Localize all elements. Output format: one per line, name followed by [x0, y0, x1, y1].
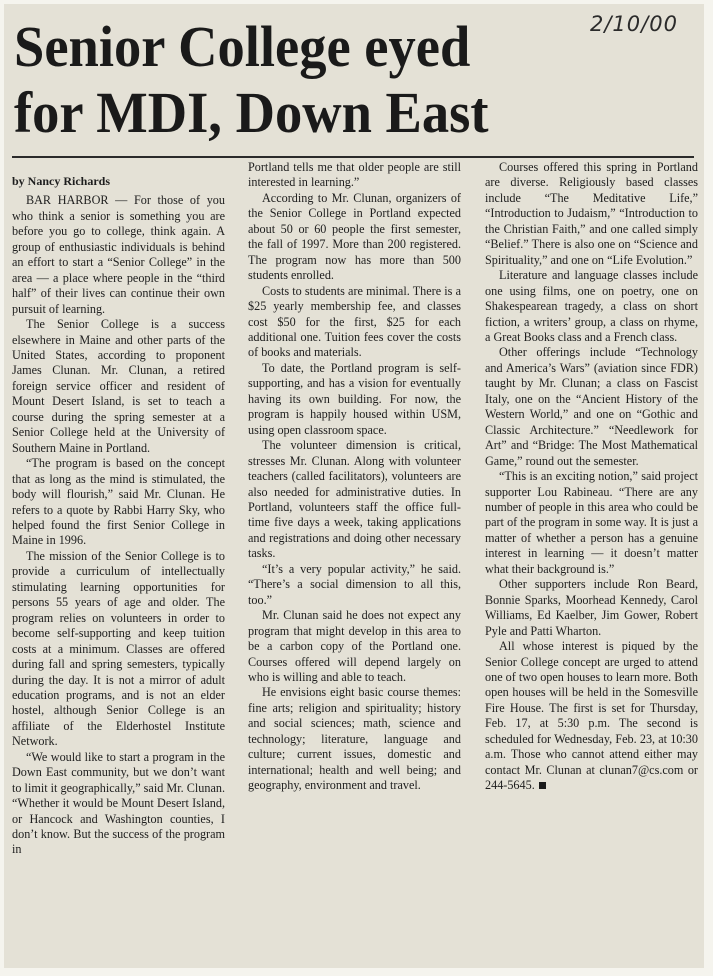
paragraph: Mr. Clunan said he does not expect any program that might develop in this area to be a carbon copy of the Portland one. Courses offered will depend largely on who is willing and able to teach. [248, 608, 461, 684]
paragraph [485, 639, 698, 794]
closing-paragraph-text: All whose interest is piqued by the Senior College concept are urged to attend one of two open houses to learn more. Both open houses will be held in the Somesville Fire House. The first is set for Thursday, Feb. 17, at 5:30 p.m. The second is scheduled for Wednesday, Feb. 23, at 10:30 a.m. Those who cannot attend either may contact Mr. Clunan at clunan7@cs.com or 244-5645. [485, 639, 698, 793]
article-column-3 [485, 160, 698, 794]
headline [14, 14, 578, 146]
paragraph: The Senior College is a success elsewhere in Maine and other parts of the United States, according to proponent James Clunan. Mr. Clunan, a retired foreign service officer and resident of Mount Desert Island, is set to teach a course during the spring semester at a Senior College held at the University of Southern Maine in Portland. [12, 317, 225, 455]
paragraph: Courses offered this spring in Portland are diverse. Religiously based classes include “The Meditative Life,” “Introduction to Judaism,” “Introduction to the Christian Faith,” and one called simply “Belief.” There is also one on “Science and Spirituality,” and one on “Life Evolution.” [485, 160, 698, 267]
paragraph: BAR HARBOR — For those of you who think a senior is something you are before you go to college, think again. A group of enthusiastic individuals is behind an effort to start a “Senior College” in the area — a place where people in the “third half” of their lives can continue their own pursuit of learning. [12, 193, 225, 316]
paragraph: Other supporters include Ron Beard, Bonnie Sparks, Moorhead Kennedy, Carol Williams, Ed Kaelber, Jim Gower, Robert Pyle and Patti Wharton. [485, 577, 698, 638]
paragraph: Other offerings include “Technology and America’s Wars” (aviation since FDR) taught by Mr. Clunan; a class on Fascist Italy, one on the “Ancient History of the Western World,” and one on “Gothic and Classic Architecture.” “Needlework for Art” and “Bridge: The Most Mathematical Game,” round out the semester. [485, 345, 698, 468]
headline-line-1: Senior College eyed [14, 14, 471, 79]
paragraph: To date, the Portland program is self-supporting, and has a vision for eventually having its own building. For now, the program is happily housed within USM, using open classroom space. [248, 360, 461, 437]
paragraph: The mission of the Senior College is to provide a curriculum of intellectually stimulating learning opportunities for persons 55 years of age and older. The program relies on volunteers in order to become self-supporting and keep tuition costs at a minimum. Classes are offered during fall and spring semesters, typically during the day. It is not a mirror of adult education programs, and is not an elder hostel, although Senior College is an affiliate of the Elderhostel Institute Network. [12, 548, 225, 749]
handwritten-date: 2/10/00 [590, 12, 678, 36]
end-mark-icon [539, 782, 546, 789]
paragraph: The volunteer dimension is critical, stresses Mr. Clunan. Along with volunteer teachers (called facilitators), volunteers are also needed for administrative duties. In Portland, volunteers staff the office full-time five days a week, taking applications and registrations and doing other necessary tasks. [248, 438, 461, 561]
article-column-2 [248, 160, 461, 794]
paragraph: “We would like to start a program in the Down East community, but we don’t want to limit it geographically,” said Mr. Clunan. “Whether it would be Mount Desert Island, or Hancock and Washington counties, I don’t know. But the success of the program in [12, 749, 225, 857]
paragraph: “It’s a very popular activity,” he said. “There’s a social dimension to all this, too.” [248, 561, 461, 607]
headline-line-2: for MDI, Down East [14, 80, 489, 145]
byline: by Nancy Richards [12, 174, 111, 188]
paragraph: According to Mr. Clunan, organizers of the Senior College in Portland expected about 50 or 60 people the first semester, the fall of 1997. More than 200 registered. The program now has more than 500 students enrolled. [248, 190, 461, 283]
paragraph: Literature and language classes include one using films, one on poetry, one on Shakespearean tragedy, a class on short fiction, a writers’ group, a class on rhyme, a Great Books class and a French class. [485, 268, 698, 344]
paragraph: “This is an exciting notion,” said project supporter Lou Rabineau. “There are any number of people in this area who could be part of the program in some way. It is just a matter of whether a person has a genuine interest in learning — it doesn’t matter what their background is.” [485, 469, 698, 576]
paragraph: Portland tells me that older people are still interested in learning.” [248, 160, 461, 190]
article-column-1 [12, 160, 225, 858]
headline-rule [12, 156, 694, 158]
paragraph: “The program is based on the concept that as long as the mind is stimulated, the body will flourish,” said Mr. Clunan. He refers to a quote by Rabbi Harry Sky, who helped found the first Senior College in Maine in 1996. [12, 456, 225, 548]
paragraph: He envisions eight basic course themes: fine arts; religion and spirituality; history and social sciences; math, science and technology; literature, language and culture; current issues, domestic and international; health and well being; and geography, environment and travel. [248, 685, 461, 793]
paragraph: Costs to students are minimal. There is a $25 yearly membership fee, and classes cost $50 for the first, $25 for each additional one. Tuition fees cover the costs of books and materials. [248, 283, 461, 360]
